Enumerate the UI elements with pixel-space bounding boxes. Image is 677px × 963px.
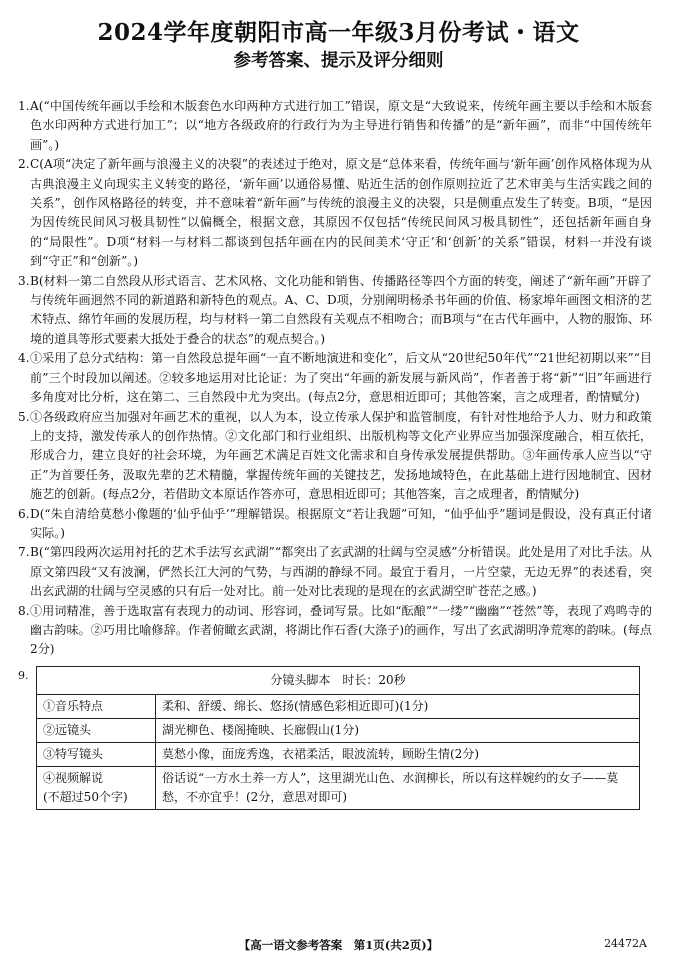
row-value: 莫愁小像，面庞秀逸，衣裙柔活，眼波流转，顾盼生情(2分) xyxy=(156,742,640,766)
row-key: ①音乐特点 xyxy=(37,694,156,718)
answer-number: 5. xyxy=(18,409,30,424)
answer-text: D(“朱自清给莫愁小像题的‘仙乎仙乎’”理解错误。根据原文“若让我题”可知，“仙乎仙乎”题词是假设，没有真正付诸实际。) xyxy=(30,506,652,540)
answer-item xyxy=(18,272,652,350)
table-row xyxy=(37,766,640,809)
answer-text: ①采用了总分式结构：第一自然段总提年画“一直不断地演进和变化”，后文从“20世纪50年代”“21世纪初期以来”“目前”三个时段加以阐述。②较多地运用对比论证：为了突出“年画的新发展与新风尚”，作者善于将“新”“旧”年画进行多角度对比分析，这在第二、三自然段中尤为突出。(每点2分，意思相近即可；其他答案，言之成理者，酌情赋分) xyxy=(30,351,652,405)
page-footer: 【高一语文参考答案 第1页(共2页)】 xyxy=(238,938,439,952)
row-value: 柔和、舒缓、绵长、悠扬(情感色彩相近即可)(1分) xyxy=(156,694,640,718)
answer-number: 3. xyxy=(18,273,30,288)
answer-number: 1. xyxy=(18,99,30,113)
storyboard-table xyxy=(36,666,640,810)
page-title: 2024学年度朝阳市高一年级3月份考试・语文 xyxy=(97,19,580,46)
answer-item xyxy=(18,505,652,544)
row-value: 湖光柳色、楼阁掩映、长廊假山(1分) xyxy=(156,718,640,742)
answer-text: B(“第四段两次运用衬托的艺术手法写玄武湖”“都突出了玄武湖的壮阔与空灵感”分析错误。此处是用了对比手法。从原文第四段“又有波澜，俨然长江大河的气势，与西湖的静绿不同。最宜于看月，一片空蒙，无边无界”的表述看，突出玄武湖的壮阔与空灵感的只有后一处对比。前一处对比表现的是现在的玄武湖空旷苍茫之感。) xyxy=(30,545,652,599)
answer-item xyxy=(18,155,652,271)
table-header-row xyxy=(37,666,640,694)
document-code: 24472A xyxy=(604,937,647,950)
answer-text: ①各级政府应当加强对年画艺术的重视，以人为本，设立传承人保护和监管制度，有针对性地给予人力、财力和政策上的支持，激发传承人的创作热情。②文化部门和行业组织、出版机构等文化产业界应当加强深度融合，相互依托，形成合力，建立良好的社会环境，为年画艺术满足百姓文化需求和自身传承发展提供帮助。③年画传承人应当以“守正”为首要任务，汲取先辈的艺术精髓，掌握传统年画的关键技艺，发扬地域特色，在此基础上进行因地制宜、因材施艺的创新。(每点2分，若借助文本原话作答亦可，意思相近即可；其他答案，言之成理者，酌情赋分) xyxy=(30,409,652,502)
table-row xyxy=(37,718,640,742)
answer-number: 7. xyxy=(18,545,30,560)
table-row xyxy=(37,694,640,718)
answer-number: 6. xyxy=(18,506,30,521)
answer-number: 4. xyxy=(18,351,30,366)
row-key: ③特写镜头 xyxy=(37,742,156,766)
answer-list xyxy=(18,97,652,810)
row-key: ②远镜头 xyxy=(37,718,156,742)
answer-item xyxy=(18,349,652,407)
answer-text: B(材料一第二自然段从形式语言、艺术风格、文化功能和销售、传播路径等四个方面的转变，阐述了“新年画”开辟了与传统年画迥然不同的新道路和新特色的观点。A、C、D项，分别阐明杨杀书年画的价值、杨家埠年画图文相济的艺术特点、绵竹年画的发展历程，均与材料一第二自然段有关观点不相吻合；而B项与“在古代年画中，人物的服饰、环境的道具等形式要素大抵处于叠合的状态”的观点契合。) xyxy=(30,273,652,346)
row-value: 俗话说“一方水土养一方人”，这里湖光山色、水润柳长，所以有这样婉约的女子——莫愁，不亦宜乎！(2分，意思对即可) xyxy=(156,766,640,809)
answer-number: 9. xyxy=(18,668,29,682)
answer-item xyxy=(18,543,652,601)
answer-text: A(“中国传统年画以手绘和木版套色水印两种方式进行加工”错误，原文是“大致说来，传统年画主要以手绘和木版套色水印两种方式进行加工”；以“地方各级政府的行政行为为主导进行销售和传播”的是“新年画”，而非“中国传统年画”。) xyxy=(30,99,652,152)
answer-9 xyxy=(18,666,652,810)
answer-text: C(A项“决定了新年画与浪漫主义的决裂”的表述过于绝对，原文是“总体来看，传统年画与‘新年画’创作风格体现为从古典浪漫主义向现实主义转变的路径，‘新年画’以通俗易懂、贴近生活的创作原则拉近了艺术审美与生活实践之间的关系”，创作风格路径的转变，并不意味着“新年画”与传统的浪漫主义的决裂，只是侧重点发生了转变。B项，“是因为因传统民间风习极具韧性”以偏概全，根据文意，其原因不仅包括“传统民间风习极具韧性”，还包括新年画自身的“局限性”。D项“材料一与材料二都谈到包括年画在内的民间美术‘守正’和‘创新’的关系”错误，材料一并没有谈到“守正”和“创新”。) xyxy=(30,157,652,269)
answer-text: ①用词精准，善于选取富有表现力的动词、形容词，叠词写景。比如“酝酿”“一缕”“幽幽”“苍然”等，表现了鸡鸣寺的幽古韵味。②巧用比喻修辞。作者俯瞰玄武湖，将湖比作石香(大涤子)的画作，写出了玄武湖明净荒寒的韵味。(每点2分) xyxy=(30,603,652,657)
table-row xyxy=(37,742,640,766)
page-subtitle: 参考答案、提示及评分细则 xyxy=(233,51,444,71)
table-header: 分镜头脚本 时长：20秒 xyxy=(37,666,640,694)
answer-number: 2. xyxy=(18,157,30,172)
answer-item xyxy=(18,97,652,155)
answer-item xyxy=(18,408,652,505)
answer-item xyxy=(18,602,652,660)
answer-number: 8. xyxy=(18,603,30,618)
row-key: ④视频解说 (不超过50个字) xyxy=(37,766,156,809)
